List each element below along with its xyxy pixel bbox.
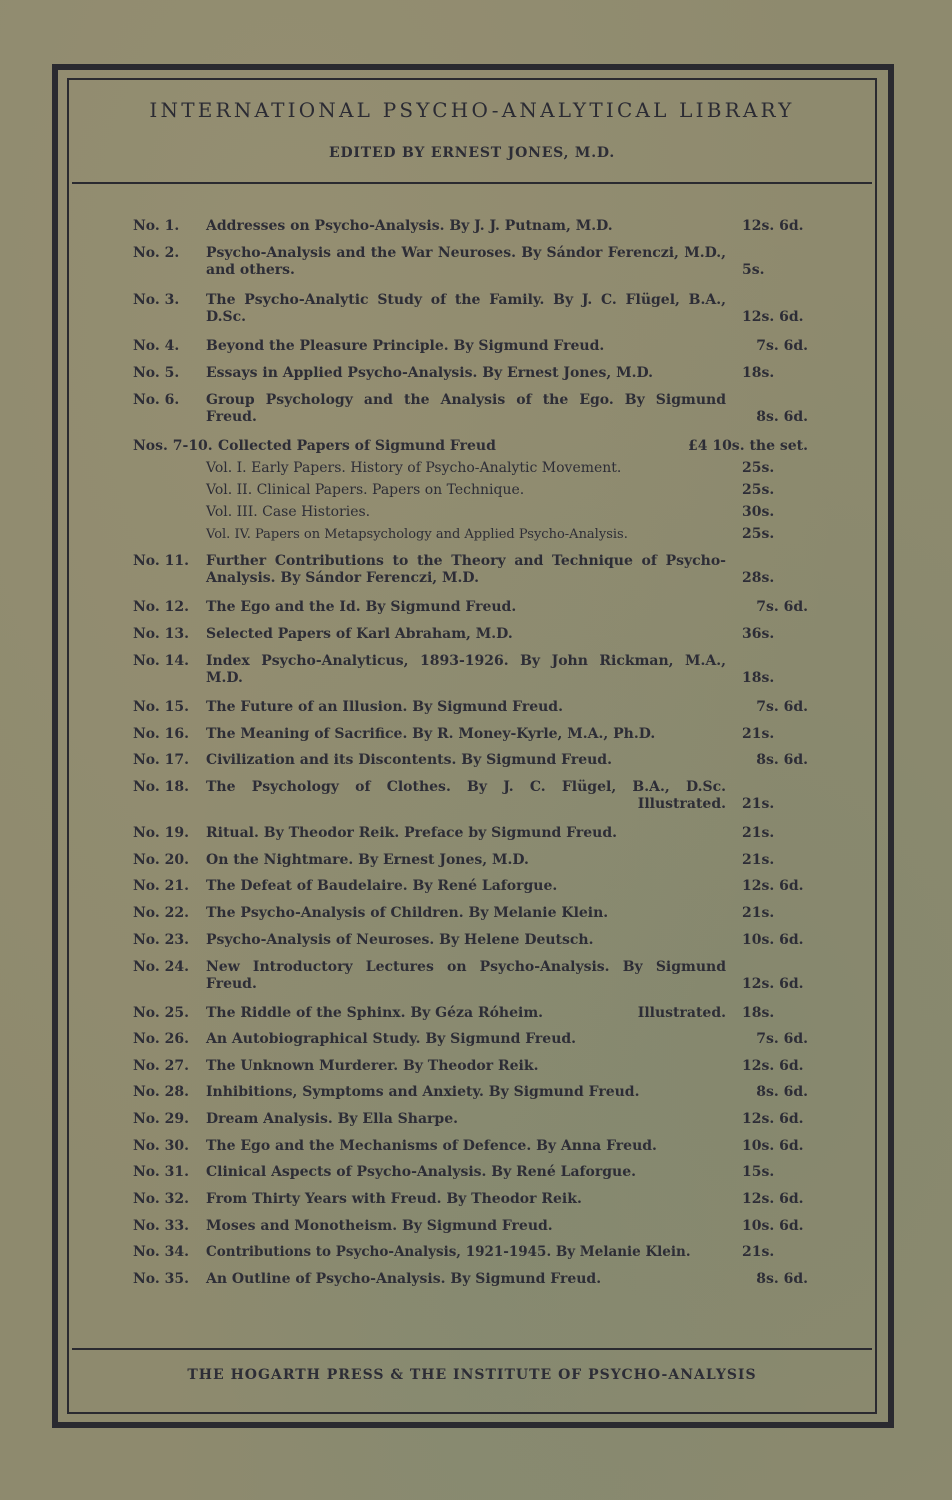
entry-price: 5s. bbox=[742, 262, 765, 278]
entry-number: No. 3. bbox=[133, 292, 180, 308]
entry-title: Further Contributions to the Theory and Technique of Psycho-Analysis. By Sándor Ferenczi, M.D. bbox=[206, 553, 726, 586]
entry-price: 8s. 6d. bbox=[756, 752, 808, 768]
entry-price: 18s. bbox=[742, 670, 775, 686]
editor-line: EDITED BY ERNEST JONES, M.D. bbox=[328, 145, 616, 161]
entry-price: 10s. 6d. bbox=[742, 1138, 804, 1154]
entry-title: From Thirty Years with Freud. By Theodor Reik. bbox=[206, 1191, 582, 1207]
entry-title: The Psycho-Analytic Study of the Family. By J. C. Flügel, B.A., D.Sc. bbox=[206, 292, 726, 325]
entry-price: 10s. 6d. bbox=[742, 932, 804, 948]
entry-price: 25s. bbox=[742, 460, 775, 476]
entry-title: Vol. IV. Papers on Metapsychology and Applied Psycho-Analysis. bbox=[206, 527, 628, 542]
entry-title: Selected Papers of Karl Abraham, M.D. bbox=[206, 626, 513, 642]
entry-title: Vol. II. Clinical Papers. Papers on Technique. bbox=[206, 482, 525, 498]
entry-number: No. 23. bbox=[133, 932, 189, 948]
series-title: INTERNATIONAL PSYCHO-ANALYTICAL LIBRARY bbox=[149, 98, 795, 122]
entry-price: 7s. 6d. bbox=[756, 599, 808, 615]
publisher-line: THE HOGARTH PRESS & THE INSTITUTE OF PSYCHO-ANALYSIS bbox=[187, 1367, 757, 1383]
entry-number: No. 14. bbox=[133, 653, 189, 669]
entry-number: No. 33. bbox=[133, 1218, 189, 1234]
entry-number: No. 24. bbox=[133, 959, 189, 975]
entry-number: No. 31. bbox=[133, 1164, 189, 1180]
entry-title: The Psychology of Clothes. By J. C. Flügel, B.A., D.Sc. bbox=[206, 779, 726, 795]
illustrated-note: Illustrated. bbox=[637, 1005, 726, 1021]
entry-title: Clinical Aspects of Psycho-Analysis. By René Laforgue. bbox=[206, 1164, 637, 1180]
entry-number: No. 26. bbox=[133, 1031, 189, 1047]
entry-number: No. 1. bbox=[133, 218, 180, 234]
entry-price: 7s. 6d. bbox=[756, 1031, 808, 1047]
entry-price: 12s. 6d. bbox=[742, 218, 804, 234]
entry-number: No. 22. bbox=[133, 905, 189, 921]
entry-number: No. 5. bbox=[133, 365, 180, 381]
entry-title: Contributions to Psycho-Analysis, 1921-1945. By Melanie Klein. bbox=[206, 1244, 691, 1260]
entry-number: Nos. 7-10. bbox=[133, 438, 213, 454]
entry-price: 21s. bbox=[742, 796, 775, 812]
entry-number: No. 13. bbox=[133, 626, 189, 642]
entry-title: Essays in Applied Psycho-Analysis. By Ernest Jones, M.D. bbox=[206, 365, 653, 381]
entry-price: 12s. 6d. bbox=[742, 1191, 804, 1207]
entry-price: 8s. 6d. bbox=[756, 409, 808, 425]
entry-number: No. 11. bbox=[133, 553, 189, 569]
entry-price: 12s. 6d. bbox=[742, 878, 804, 894]
entry-number: No. 34. bbox=[133, 1244, 189, 1260]
entry-title: An Autobiographical Study. By Sigmund Freud. bbox=[206, 1031, 577, 1047]
entry-price: 18s. bbox=[742, 365, 775, 381]
entry-title: An Outline of Psycho-Analysis. By Sigmund Freud. bbox=[206, 1271, 602, 1287]
entry-title: Vol. III. Case Histories. bbox=[206, 504, 371, 520]
entry-number: No. 6. bbox=[133, 392, 180, 408]
entry-number: No. 29. bbox=[133, 1111, 189, 1127]
entry-number: No. 17. bbox=[133, 752, 189, 768]
entry-title: The Riddle of the Sphinx. By Géza Róheim. bbox=[206, 1005, 544, 1021]
entry-number: No. 15. bbox=[133, 699, 189, 715]
entry-title: Inhibitions, Symptoms and Anxiety. By Sigmund Freud. bbox=[206, 1084, 640, 1100]
entry-number: No. 27. bbox=[133, 1058, 189, 1074]
entry-price: 18s. bbox=[742, 1005, 775, 1021]
illustrated-note: Illustrated. bbox=[637, 796, 726, 812]
entry-price: 21s. bbox=[742, 905, 775, 921]
entry-price: 12s. 6d. bbox=[742, 1058, 804, 1074]
entry-price: 21s. bbox=[742, 825, 775, 841]
entry-price: 21s. bbox=[742, 1244, 775, 1260]
entry-price: 12s. 6d. bbox=[742, 1111, 804, 1127]
entry-title: Moses and Monotheism. By Sigmund Freud. bbox=[206, 1218, 553, 1234]
entry-price: 30s. bbox=[742, 504, 775, 520]
footer-divider bbox=[72, 1348, 872, 1350]
entry-price: 25s. bbox=[742, 526, 775, 542]
entry-price: 28s. bbox=[742, 570, 775, 586]
entry-title: Civilization and its Discontents. By Sigmund Freud. bbox=[206, 752, 612, 768]
entry-price: 36s. bbox=[742, 626, 775, 642]
entry-title: Index Psycho-Analyticus, 1893-1926. By John Rickman, M.A., M.D. bbox=[206, 653, 726, 686]
entry-number: No. 16. bbox=[133, 726, 189, 742]
entry-price: 21s. bbox=[742, 852, 775, 868]
entry-number: No. 25. bbox=[133, 1005, 189, 1021]
entry-title: Addresses on Psycho-Analysis. By J. J. Putnam, M.D. bbox=[206, 218, 613, 234]
entry-title: The Psycho-Analysis of Children. By Melanie Klein. bbox=[206, 905, 609, 921]
entry-title: Collected Papers of Sigmund Freud bbox=[218, 438, 496, 454]
entry-number: No. 20. bbox=[133, 852, 189, 868]
entry-number: No. 18. bbox=[133, 779, 189, 795]
entry-number: No. 2. bbox=[133, 245, 180, 261]
entry-title: The Ego and the Id. By Sigmund Freud. bbox=[206, 599, 517, 615]
entry-price: 8s. 6d. bbox=[756, 1084, 808, 1100]
entry-price: 15s. bbox=[742, 1164, 775, 1180]
entry-number: No. 32. bbox=[133, 1191, 189, 1207]
entry-title: Dream Analysis. By Ella Sharpe. bbox=[206, 1111, 458, 1127]
entry-price: 7s. 6d. bbox=[756, 338, 808, 354]
entry-price: 12s. 6d. bbox=[742, 976, 804, 992]
entry-number: No. 35. bbox=[133, 1271, 189, 1287]
entry-price: 21s. bbox=[742, 726, 775, 742]
entry-title: The Unknown Murderer. By Theodor Reik. bbox=[206, 1058, 539, 1074]
entry-title: The Meaning of Sacrifice. By R. Money-Kyrle, M.A., Ph.D. bbox=[206, 726, 656, 742]
entry-title: Psycho-Analysis and the War Neuroses. By Sándor Ferenczi, M.D., and others. bbox=[206, 245, 726, 278]
entry-title: New Introductory Lectures on Psycho-Analysis. By Sigmund Freud. bbox=[206, 959, 726, 992]
entry-number: No. 21. bbox=[133, 878, 189, 894]
entry-title: Psycho-Analysis of Neuroses. By Helene Deutsch. bbox=[206, 932, 594, 948]
entry-price: 7s. 6d. bbox=[756, 699, 808, 715]
entry-title: Ritual. By Theodor Reik. Preface by Sigmund Freud. bbox=[206, 825, 617, 841]
entry-number: No. 12. bbox=[133, 599, 189, 615]
entry-title: Vol. I. Early Papers. History of Psycho-Analytic Movement. bbox=[206, 460, 622, 476]
entry-price: 25s. bbox=[742, 482, 775, 498]
entry-title: Beyond the Pleasure Principle. By Sigmund Freud. bbox=[206, 338, 605, 354]
entry-title: Group Psychology and the Analysis of the Ego. By Sigmund Freud. bbox=[206, 392, 726, 425]
entry-number: No. 19. bbox=[133, 825, 189, 841]
entry-price: £4 10s. the set. bbox=[687, 438, 808, 454]
entry-title: On the Nightmare. By Ernest Jones, M.D. bbox=[206, 852, 529, 868]
entry-price: 12s. 6d. bbox=[742, 309, 804, 325]
entry-title: The Future of an Illusion. By Sigmund Freud. bbox=[206, 699, 563, 715]
entry-price: 8s. 6d. bbox=[756, 1271, 808, 1287]
entry-title: The Ego and the Mechanisms of Defence. By Anna Freud. bbox=[206, 1138, 657, 1154]
entry-number: No. 4. bbox=[133, 338, 180, 354]
entry-number: No. 30. bbox=[133, 1138, 189, 1154]
entry-number: No. 28. bbox=[133, 1084, 189, 1100]
entry-title: The Defeat of Baudelaire. By René Laforgue. bbox=[206, 878, 558, 894]
entry-price: 10s. 6d. bbox=[742, 1218, 804, 1234]
